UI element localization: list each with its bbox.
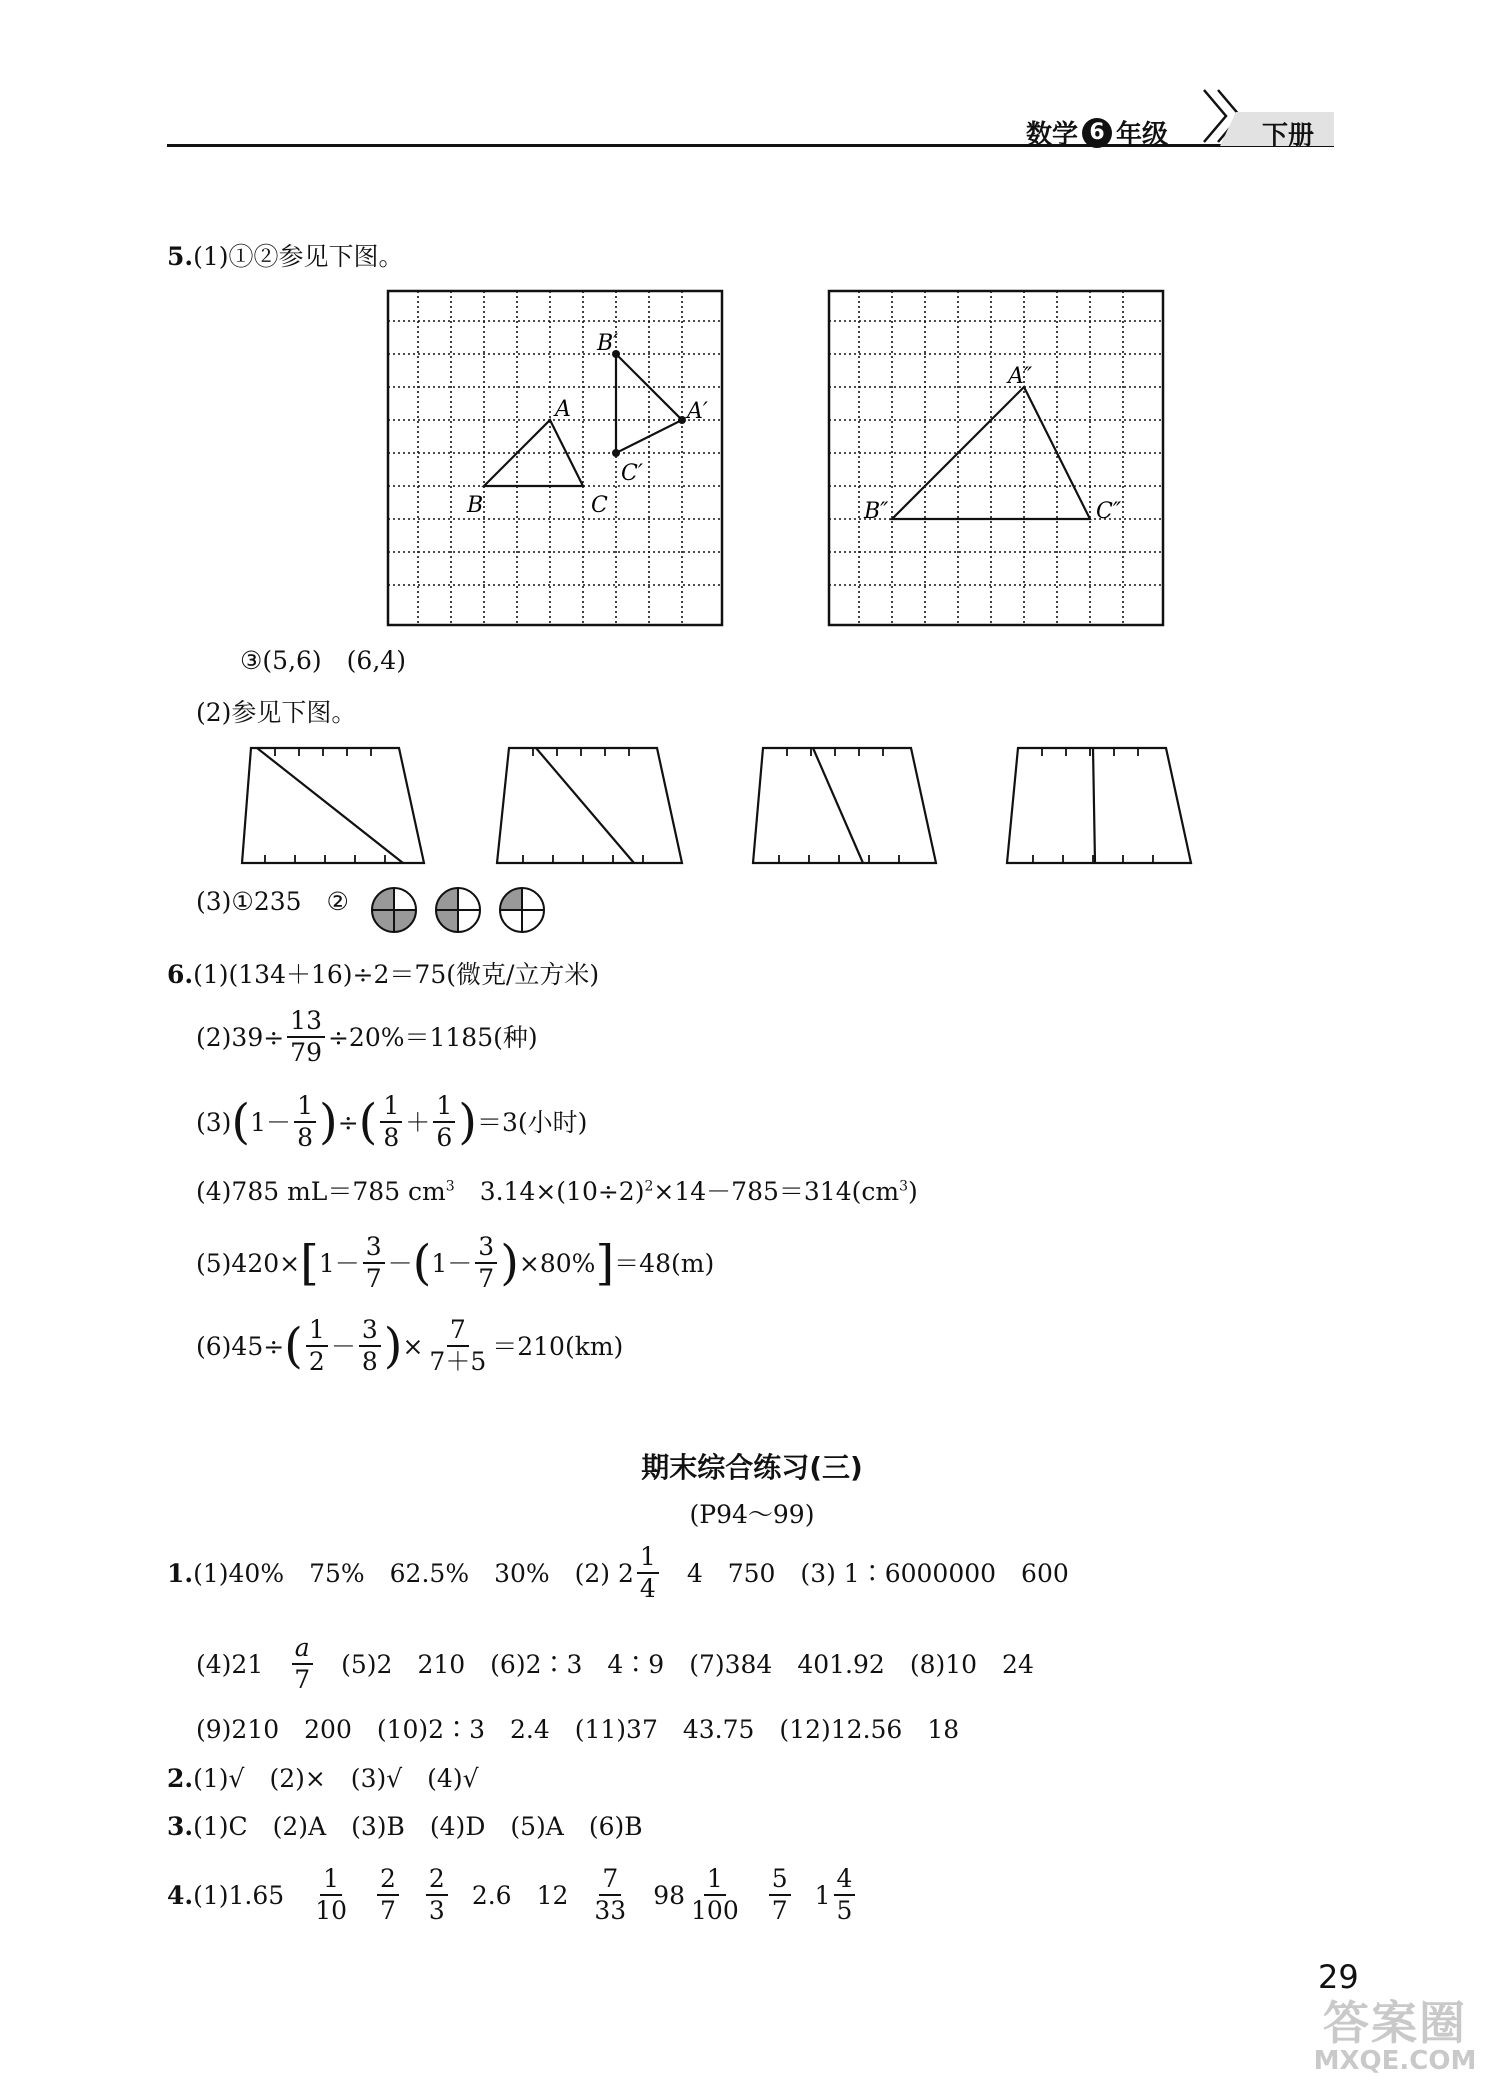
q6-l1: (1)(134＋16)÷2＝75(微克/立方米) [193,960,600,989]
trapezoid-2 [497,748,682,863]
q5-part3: (3)①235 ② [196,887,349,916]
section-title: 期末综合练习(三) [641,1451,863,1484]
page-number: 29 [1318,1958,1359,1996]
label-b-prime: B′ [597,331,619,356]
bracket-close: ] [595,1235,615,1292]
q6-l3-one: 1－ [250,1107,292,1137]
fraction-1-6: $\frac{1}{6}$ [433,1093,455,1152]
label-b: B [467,493,484,518]
fraction-1-2: $\frac{1}{2}$ [306,1317,328,1376]
q6-l5-one2: 1－ [431,1248,473,1278]
fraction-a-7: $\frac{a}{7}$ [291,1635,313,1694]
circle-quarter [500,888,544,932]
q6-l5-pct: ×80% [518,1248,596,1278]
s4-c: 98 [653,1880,686,1910]
label-a-prime: A′ [687,399,708,424]
fraction-1-4: $\frac{1}{4}$ [637,1544,659,1603]
label-c-prime: C′ [621,461,643,486]
q6-l6-mul: × [402,1331,424,1361]
watermark-logo: 答案圈 [1323,1996,1467,2050]
s2-number: 2. [167,1764,194,1793]
q6-l2-a: (2)39÷ [196,1022,285,1052]
q6-line6 [196,1317,623,1376]
fraction-3-7a: $\frac{3}{7}$ [363,1234,385,1293]
s2-line [167,1766,479,1791]
s4-a: (1)1.65 [193,1880,310,1910]
triangle-abc-prime [616,354,682,453]
section-pages: (P94～99) [689,1500,815,1529]
fraction-3-8: $\frac{3}{8}$ [359,1317,381,1376]
header-subject: 数学 [1026,120,1079,150]
q6-l3-div: ÷ [337,1107,359,1137]
s1-number: 1. [167,1558,194,1588]
q6-l3-plus: ＋ [405,1107,431,1137]
fraction-1-10: $\frac{1}{10}$ [315,1864,347,1926]
header-title [1026,114,1168,151]
circle-three-quarters [372,888,416,932]
label-c-dprime: C″ [1096,499,1122,524]
sup-2: 2 [644,1178,654,1195]
watermark [1290,1996,1500,2077]
s1-l2a: (4)21 [196,1649,289,1679]
q6-l4-d: ) [907,1177,918,1206]
label-c: C [591,493,608,518]
q6-l4-b: 3.14×(10÷2) [454,1177,645,1206]
fraction-4-5: $\frac{4}{5}$ [834,1866,856,1925]
q6-l6-tail: ＝210(km) [492,1331,624,1361]
s4-number: 4. [167,1880,194,1910]
fraction-1-8a: $\frac{1}{8}$ [294,1093,316,1152]
paren-close-2: ) [458,1094,477,1151]
q5-line1 [167,244,404,269]
bracket-open: [ [300,1235,319,1292]
q5-part2: (2)参见下图。 [196,698,357,727]
s2-text: (1)√ (2)× (3)√ (4)√ [193,1764,479,1793]
volume-label: 下册 [1262,121,1315,151]
q6-l5-one: 1－ [318,1248,360,1278]
q6-line1 [167,962,599,987]
s1-line1 [167,1544,1069,1603]
q5-number: 5. [167,242,194,271]
q6-line5 [196,1234,714,1293]
grade-badge: 6 [1082,118,1112,148]
s1-l1a: (1)40% 75% 62.5% 30% (2) 2 [193,1558,634,1588]
fraction-5-7: $\frac{5}{7}$ [769,1866,791,1925]
paren-open-2: ( [358,1094,378,1151]
paren-close-3: ) [500,1235,519,1292]
s1-line3: (9)210 200 (10)2∶3 2.4 (11)37 43.75 (12)12.56 18 [196,1715,960,1744]
fraction-13-79: $\frac{13}{79}$ [287,1008,325,1067]
q6-l2-b: ÷20%＝1185(种) [327,1022,538,1052]
label-a-dprime: A″ [1008,364,1033,389]
s1-l2b: (5)2 210 (6)2∶3 4∶9 (7)384 401.92 (8)10 24 [316,1649,1034,1679]
q6-line4 [196,1179,918,1204]
paren-close: ) [318,1094,338,1151]
fraction-circles [369,884,569,938]
q6-l3-tail: ＝3(小时) [476,1107,588,1137]
q6-l5-tail: ＝48(m) [614,1248,715,1278]
trapezoid-4 [1007,748,1191,863]
s1-l1b: 4 750 (3) 1∶6000000 600 [661,1558,1069,1588]
trapezoid-figures [235,738,1195,868]
paren-open-3: ( [412,1235,432,1292]
q6-l3-a: (3) [196,1107,232,1137]
label-b-dprime: B″ [864,499,889,524]
q6-l6-a: (6)45÷ [196,1331,285,1361]
trapezoid-1 [242,748,424,863]
q6-number: 6. [167,960,194,989]
q5-coordinates: ③(5,6) (6,4) [240,646,406,675]
q6-l5-a: (5)420× [196,1248,301,1278]
sup-3a: 3 [445,1178,455,1195]
s3-text: (1)C (2)A (3)B (4)D (5)A (6)B [193,1812,643,1841]
circle-half [436,888,480,932]
grid-figure-2 [826,288,1166,628]
q6-l4-c: ×14－785＝314(cm [653,1177,900,1206]
fraction-2-7: $\frac{2}{7}$ [377,1866,399,1925]
q6-l6-minus: － [330,1331,356,1361]
fraction-2-3: $\frac{2}{3}$ [426,1866,448,1925]
label-a: A [555,397,571,422]
q6-l5-minus: － [387,1248,413,1278]
s4-b: 2.6 12 [471,1880,569,1910]
paren-open-4: ( [284,1318,303,1375]
q6-l4-a: (4)785 mL＝785 cm [196,1177,446,1206]
header-grade: 年级 [1116,120,1169,150]
fraction-3-7b: $\frac{3}{7}$ [475,1234,497,1293]
trapezoid-3 [753,748,936,863]
fraction-7-12: $\frac{7}{7+5}$ [429,1315,487,1377]
watermark-url: MXQE.COM [1313,2046,1477,2076]
grid-figure-1 [385,288,725,628]
fraction-7-33: $\frac{7}{33}$ [594,1864,627,1926]
fraction-1-100: $\frac{1}{100}$ [691,1864,739,1926]
s3-number: 3. [167,1812,194,1841]
s1-line2 [196,1635,1034,1694]
q5-part1: (1)①②参见下图。 [193,242,404,271]
s4-line [167,1866,858,1925]
fraction-1-8b: $\frac{1}{8}$ [380,1093,402,1152]
q6-line2 [196,1008,538,1067]
sup-3b: 3 [899,1178,908,1195]
paren-close-4: ) [383,1318,403,1375]
s4-d: 1 [814,1880,831,1910]
s3-line [167,1814,643,1839]
q6-line3 [196,1093,587,1152]
paren-open: ( [231,1094,251,1151]
